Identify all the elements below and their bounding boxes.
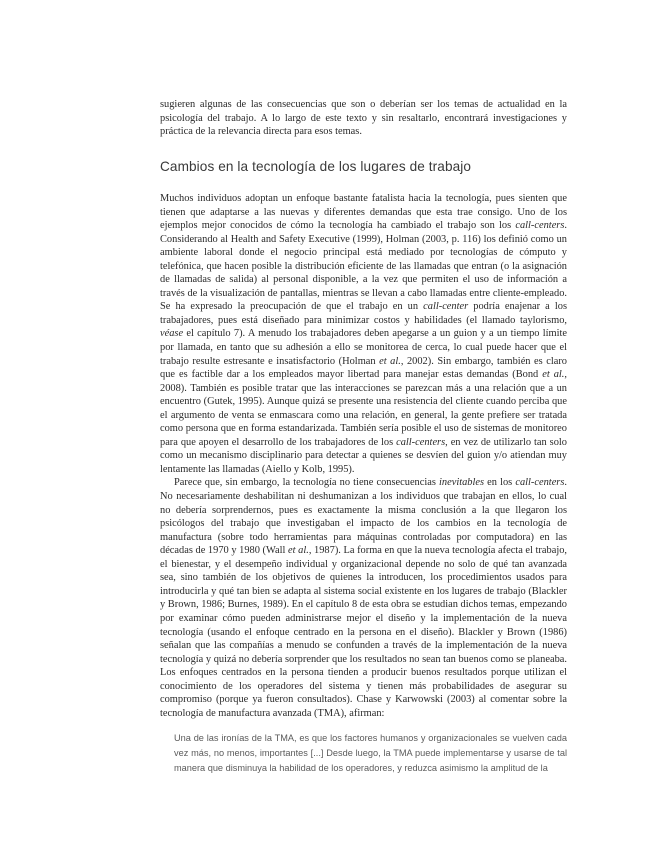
section-heading: Cambios en la tecnología de los lugares de trabajo: [160, 159, 472, 174]
paragraph-technology: [160, 476, 567, 720]
text-run: en los: [484, 477, 516, 489]
text-run: podría enajenar a los trabajadores, pues está diseñado para minimizar costos y habilidades (el llamado taylorismo,: [160, 301, 568, 326]
intro-text: sugieren algunas de las consecuencias que son o deberían ser los temas de actualidad en la psicología del trabajo. A lo largo de este texto y sin resaltarlo, encontrará investigaciones y práctica de la relevancia directa para esos temas.: [160, 99, 567, 138]
text-run: Muchos individuos adoptan un enfoque bastante fatalista hacia la tecnología, pues sienten que tienen que adaptarse a las nuevas y diferentes demandas que esta trae consigo. Uno de los ejemplos mejor conocidos de cómo la tecnología ha cambiado el trabajo son los: [160, 193, 567, 232]
text-run: , 2002). Sin embargo, también es claro que es factible dar a los empleados mayor libertad para manejar estas demandas (Bond: [160, 355, 567, 381]
block-quote: Una de las ironías de la TMA, es que los factores humanos y organizacionales se vuelven cada vez más, no menos, importantes [...] Desde luego, la TMA puede implementarse y usarse de tal manera que disminuya la habilidad de los operadores, y reduzca asimismo la amplitud de la: [174, 733, 567, 774]
italic-term: call-centers: [515, 477, 565, 489]
italic-term: call-centers: [396, 436, 446, 448]
intro-paragraph: [160, 98, 567, 139]
body-text: [160, 192, 567, 720]
text-run: , 1987). La forma en que la nueva tecnología afecta el trabajo, el bienestar, y el desempeño individual y organizacional depende no solo de qué tan avanzada sea, sino también de los objetivos de quienes la introducen, los procedimientos usados para introducirla y qué tan bien se adapta al sistema social existente en los lugares de trabajo (Blackler y Brown, 1986; Burnes, 1989). En el capítulo 8 de esta obra se estudian dichos temas, empezando por examinar cómo pueden administrarse mejor el diseño y la implementación de la nueva tecnología (usando el enfoque centrado en la persona en el diseño). Blackler y Brown (1986) señalan que las compañías a menudo se confunden a través de la implementación de la nueva tecnología y quizá no debería sorprender que los resultados no sean tan buenos como se planeaba. Los enfoques centrados en la persona tienden a producir buenos resultados porque utilizan el conocimiento de los operadores del sistema y tienen más probabilidades de asegurar su compromiso (porque ya fueron consultados). Chase y Karwowski (2003) al comentar sobre la tecnología de manufactura avanzada (TMA), afirman:: [160, 545, 567, 719]
text-run: . Considerando al Health and Safety Executive (1999), Holman (2003, p. 116) los definió como un ambiente laboral donde el negocio principal está mediado por tecnologías de cómputo y telefónica, que hacen posible la distribución eficiente de las llamadas que entran (o la asignación de llamadas de salida) al personal disponible, a la vez que permiten el uso de información a través de la visualización de pantallas, mientras se llevan a cabo llamadas entre cliente-empleado. Se ha expresado la preocupación de que el trabajo en un: [160, 220, 567, 313]
italic-term: et al.: [288, 545, 309, 557]
text-run: Parece que, sin embargo, la tecnología no tiene consecuencias: [174, 477, 440, 489]
italic-term: véase: [160, 328, 184, 340]
paragraph-call-centers: [160, 192, 567, 476]
italic-term: call-center: [423, 301, 469, 313]
text-run: . No necesariamente deshabilitan ni deshumanizan a los individuos que trabajan en ellos, lo cual no debería sorprendernos, pues es exactamente la misma conclusión a la que llegaron los psicólogos del trabajo que investigaban el impacto de los cambios en la tecnología de manufactura (sobre todo herramientas para máquinas controladas por computadora) en las décadas de 1970 y 1980 (Wall: [160, 477, 567, 557]
italic-term: inevitables: [439, 477, 485, 489]
text-run: el capítulo 7). A menudo los trabajadores deben apegarse a un guion y a un tiempo límite por llamada, en tanto que su adhesión a ello se monitorea de cerca, lo cual puede hacer que el trabajo resulte estresante e insatisfactorio (Holman: [160, 328, 567, 367]
text-run: , 2008). También es posible tratar que las interacciones se parezcan más a una relación que a un encuentro (Gutek, 1995). Aunque quizá se presente una resistencia del cliente cuando perciba que el argumento de venta se enmascara como una relación, en general, la gente prefiere ser tratada como persona que en forma estandarizada. También sería posible el uso de sistemas de monitoreo para que apoyen el desarrollo de los trabajadores de los: [160, 369, 567, 448]
italic-term: et al.: [542, 369, 565, 381]
text-run: , en vez de utilizarlo tan solo como un mecanismo disciplinario para detectar a quienes se desvíen del guion y/o atiendan muy lentamente las llamadas (Aiello y Kolb, 1995).: [160, 436, 568, 475]
italic-term: et al.: [379, 355, 401, 367]
italic-term: call-centers: [515, 220, 565, 232]
